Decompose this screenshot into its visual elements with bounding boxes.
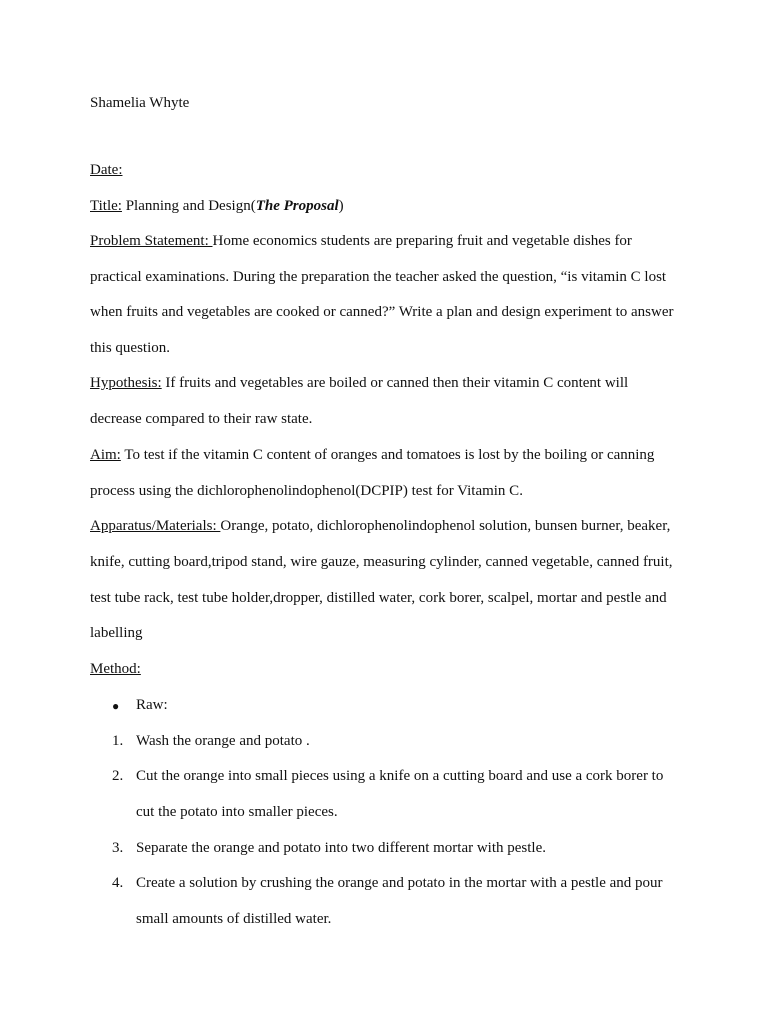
apparatus-line-3: test tube rack, test tube holder,dropper, distilled water, cork borer, scalpel, mortar and pestle and xyxy=(90,590,667,606)
hypothesis-line-2: decrease compared to their raw state. xyxy=(90,411,313,427)
bullet-icon: ● xyxy=(112,699,120,713)
problem-line-3: when fruits and vegetables are cooked or canned?” Write a plan and design experiment to answer xyxy=(90,304,674,320)
apparatus-line-2: knife, cutting board,tripod stand, wire gauze, measuring cylinder, canned vegetable, canned fruit, xyxy=(90,554,673,570)
step-2-line-1: Cut the orange into small pieces using a knife on a cutting board and use a cork borer to xyxy=(136,768,664,784)
step-4-line-2: small amounts of distilled water. xyxy=(136,911,332,927)
title-emphasis: The Proposal xyxy=(255,198,339,214)
hypothesis-text-1: If fruits and vegetables are boiled or canned then their vitamin C content will xyxy=(161,375,629,391)
aim-text-1: To test if the vitamin C content of oranges and tomatoes is lost by the boiling or canning xyxy=(120,447,655,463)
step-number-4: 4. xyxy=(112,875,124,891)
author-name: Shamelia Whyte xyxy=(90,95,190,111)
problem-line-2: practical examinations. During the preparation the teacher asked the question, “is vitamin C lost xyxy=(90,269,667,285)
step-3-line-1: Separate the orange and potato into two different mortar with pestle. xyxy=(136,840,547,856)
step-2-line-2: cut the potato into smaller pieces. xyxy=(136,804,338,820)
aim-label: Aim: xyxy=(90,447,121,463)
problem-line-4: this question. xyxy=(90,340,171,356)
apparatus-text-1: Orange, potato, dichlorophenolindophenol solution, bunsen burner, beaker, xyxy=(220,518,671,534)
step-number-1: 1. xyxy=(112,733,124,749)
method-label: Method: xyxy=(90,661,141,677)
hypothesis-label: Hypothesis: xyxy=(90,375,162,391)
step-number-2: 2. xyxy=(112,768,124,784)
problem-label: Problem Statement: xyxy=(90,233,213,249)
title-close: ) xyxy=(338,198,344,214)
aim-line-1 xyxy=(90,445,654,465)
hypothesis-line-1 xyxy=(90,373,628,393)
step-1-line-1: Wash the orange and potato . xyxy=(136,733,310,749)
aim-line-2: process using the dichlorophenolindophenol(DCPIP) test for Vitamin C. xyxy=(90,483,523,499)
problem-text-1: Home economics students are preparing fruit and vegetable dishes for xyxy=(212,233,632,249)
method-bullet-raw: Raw: xyxy=(136,697,168,713)
apparatus-label: Apparatus/Materials: xyxy=(90,518,221,534)
apparatus-line-1 xyxy=(90,516,670,536)
problem-line-1 xyxy=(90,231,632,251)
title-line xyxy=(90,196,344,216)
title-text: Planning and Design( xyxy=(125,198,256,214)
title-label: Title: xyxy=(90,198,122,214)
date-label: Date: xyxy=(90,162,123,178)
step-number-3: 3. xyxy=(112,840,124,856)
apparatus-line-4: labelling xyxy=(90,625,143,641)
step-4-line-1: Create a solution by crushing the orange and potato in the mortar with a pestle and pour xyxy=(136,875,663,891)
